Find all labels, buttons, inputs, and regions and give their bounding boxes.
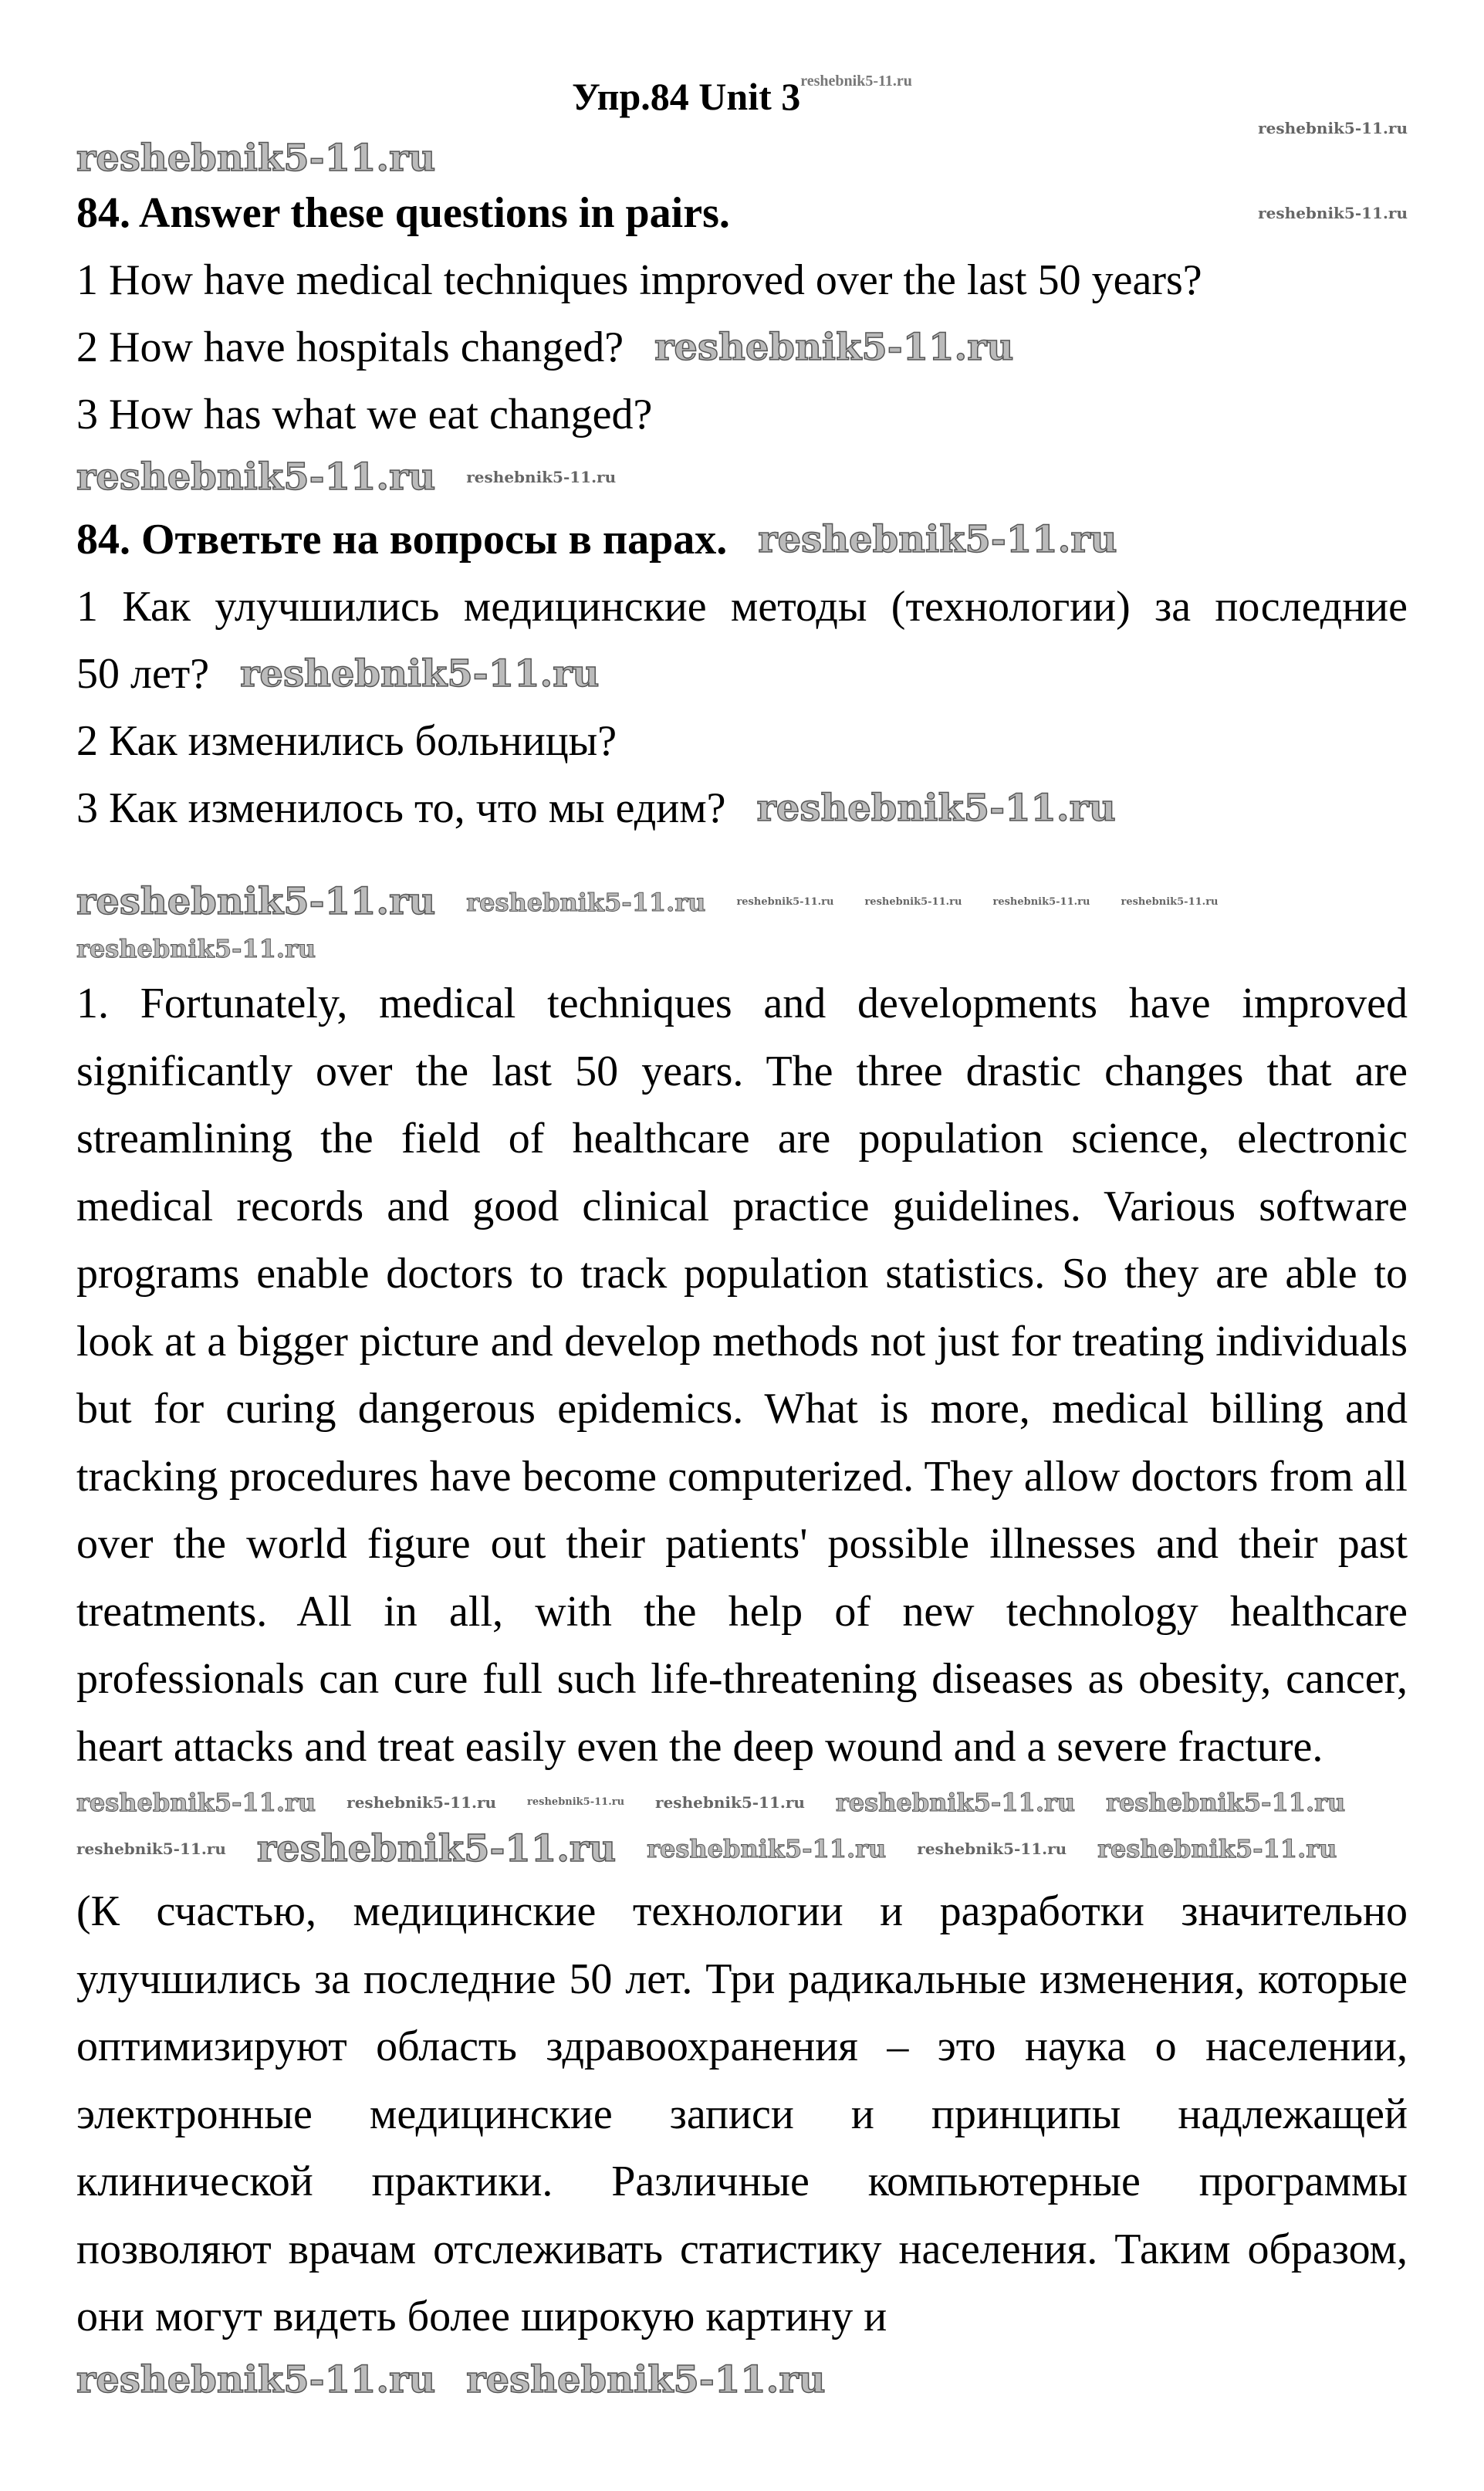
watermark: reshebnik5-11.ru bbox=[76, 933, 316, 963]
watermark: reshebnik5-11.ru bbox=[1258, 119, 1408, 137]
watermark: reshebnik5-11.ru bbox=[1121, 895, 1219, 908]
answer-ru: (К счастью, медицинские технологии и разработки значительно улучшились за последние 50 лет. Три радикальные изменения, которые оптимизируют область здравоохранения – это наука о населении, электронные медицинские записи и принципы надлежащей клинической практики. Различные компьютерные программы позволяют врачам отслеживать статистику населения. Таким образом, они могут видеть более широкую картину и bbox=[76, 1887, 1408, 2341]
question-2-en: 2 How have hospitals changed? bbox=[76, 323, 624, 372]
watermark: reshebnik5-11.ru bbox=[256, 1827, 617, 1871]
question-1-ru-cont: 50 лет? bbox=[76, 650, 210, 699]
watermark: reshebnik5-11.ru bbox=[835, 1788, 1076, 1818]
watermark: reshebnik5-11.ru bbox=[758, 518, 1117, 562]
task-heading-en: 84. Answer these questions in pairs. bbox=[76, 189, 730, 238]
watermark: reshebnik5-11.ru bbox=[76, 137, 436, 180]
watermark: reshebnik5-11.ru bbox=[1106, 1788, 1346, 1818]
watermark: reshebnik5-11.ru bbox=[466, 887, 706, 917]
watermark: reshebnik5-11.ru bbox=[864, 895, 962, 908]
question-1-ru: 1 Как улучшились медицинские методы (технологии) за последние bbox=[76, 583, 1408, 631]
watermark: reshebnik5-11.ru bbox=[466, 2357, 826, 2401]
watermark: reshebnik5-11.ru bbox=[917, 1839, 1067, 1859]
watermark: reshebnik5-11.ru bbox=[527, 1796, 625, 1809]
watermark: reshebnik5-11.ru bbox=[346, 1793, 497, 1812]
question-1-en: 1 How have medical techniques improved over the last 50 years? bbox=[76, 256, 1202, 305]
answer-en: 1. Fortunately, medical techniques and developments have improved significantly over the last 50 years. The three drastic changes that are streamlining the field of healthcare are population science, electronic medical records and good clinical practice guidelines. Various software programs enable doctors to track population statistics. So they are able to look at a bigger picture and develop methods not just for treating individuals but for curing dangerous epidemics. What is more, medical billing and tracking procedures have become computerized. They allow doctors from all over the world figure out their patients' possible illnesses and their past treatments. All in all, with the help of new technology healthcare professionals can cure full such life-threatening diseases as obesity, cancer, heart attacks and treat easily even the deep wound and a severe fracture. bbox=[76, 980, 1408, 1771]
watermark: reshebnik5-11.ru bbox=[655, 1793, 805, 1812]
question-2-ru: 2 Как изменились больницы? bbox=[76, 717, 617, 766]
watermark: reshebnik5-11.ru bbox=[76, 1839, 226, 1859]
watermark: reshebnik5-11.ru bbox=[992, 895, 1090, 908]
watermark: reshebnik5-11.ru bbox=[1258, 204, 1408, 223]
task-heading-ru: 84. Ответьте на вопросы в парах. bbox=[76, 516, 728, 564]
watermark: reshebnik5-11.ru bbox=[76, 880, 436, 924]
watermark: reshebnik5-11.ru bbox=[654, 326, 1014, 370]
watermark: reshebnik5-11.ru bbox=[736, 895, 834, 908]
title-text: Упр.84 Unit 3 bbox=[572, 75, 801, 118]
watermark: reshebnik5-11.ru bbox=[76, 455, 436, 499]
watermark: reshebnik5-11.ru bbox=[466, 468, 617, 487]
watermark: reshebnik5-11.ru bbox=[240, 652, 600, 696]
watermark: reshebnik5-11.ru bbox=[647, 1834, 887, 1864]
watermark: reshebnik5-11.ru bbox=[76, 2357, 436, 2401]
watermark: reshebnik5-11.ru bbox=[76, 1788, 316, 1818]
page-title bbox=[76, 73, 1408, 120]
watermark: reshebnik5-11.ru bbox=[1097, 1834, 1337, 1864]
question-3-ru: 3 Как изменилось то, что мы едим? bbox=[76, 784, 726, 833]
question-3-en: 3 How has what we eat changed? bbox=[76, 391, 653, 439]
watermark: reshebnik5-11.ru bbox=[756, 787, 1116, 831]
watermark: reshebnik5-11.ru bbox=[800, 73, 912, 90]
